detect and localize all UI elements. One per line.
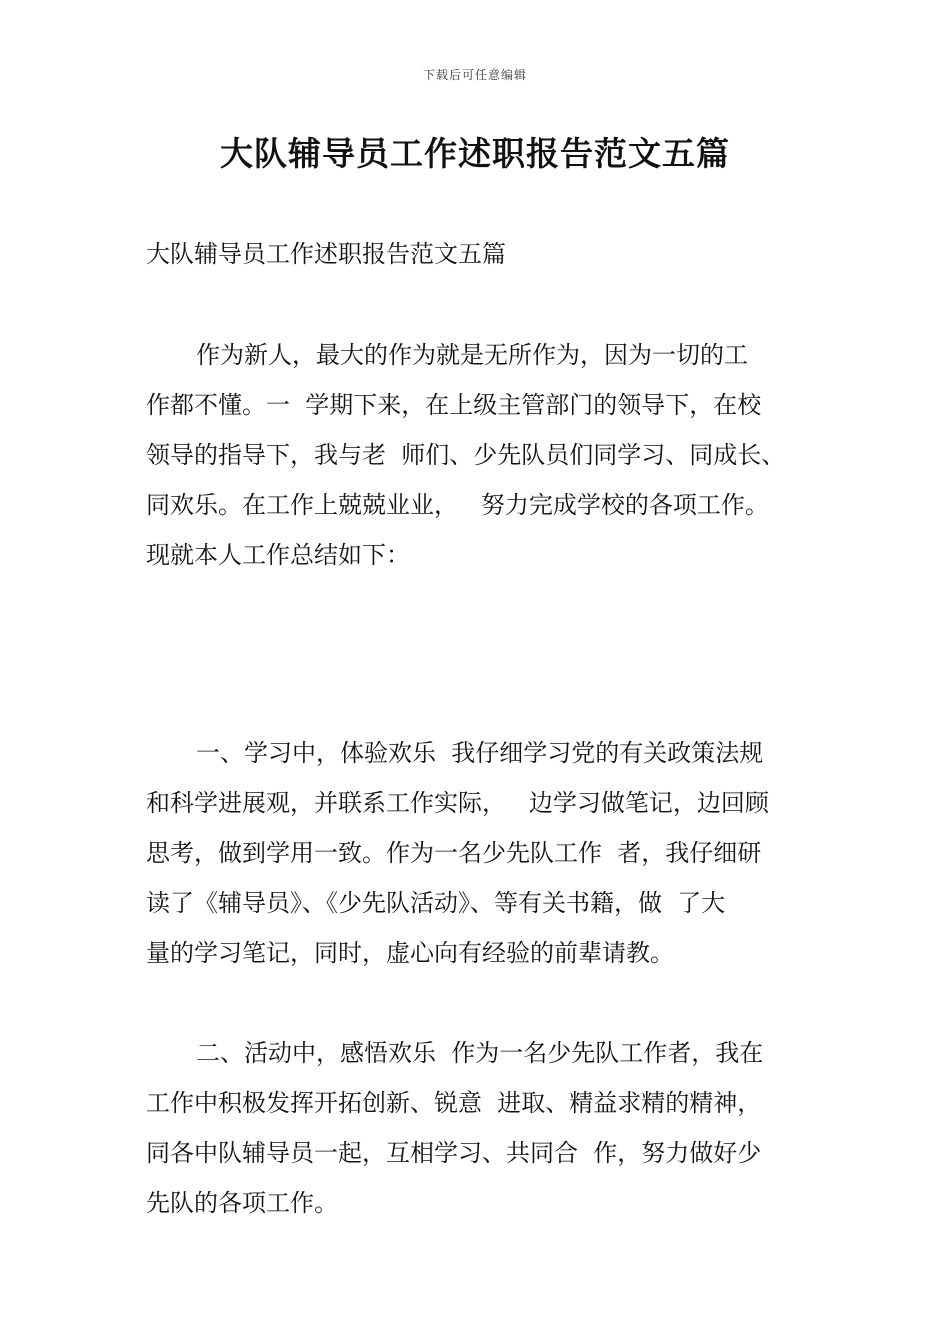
paragraph-line: 现就本人工作总结如下： xyxy=(146,541,410,569)
paragraph-line: 一、学习中，体验欢乐 我仔细学习党的有关政策法规 xyxy=(196,739,764,767)
paragraph-activities xyxy=(146,1028,846,1228)
paragraph-line: 先队的各项工作。 xyxy=(146,1189,338,1217)
paragraph-line: 思考，做到学用一致。作为一名少先队工作 者，我仔细研 xyxy=(146,839,762,867)
paragraph-line: 同欢乐。在工作上兢兢业业， 努力完成学校的各项工作。 xyxy=(146,491,769,519)
header-note: 下载后可任意编辑 xyxy=(422,68,527,82)
paragraph-line: 领导的指导下，我与老 师们、少先队员们同学习、同成长、 xyxy=(146,441,786,469)
document-title: 大队辅导员工作述职报告范文五篇 xyxy=(220,134,730,173)
paragraph-line: 作为新人，最大的作为就是无所作为，因为一切的工 xyxy=(196,341,748,369)
paragraph-line: 同各中队辅导员一起，互相学习、共同合 作，努力做好少 xyxy=(146,1139,762,1167)
paragraph-line: 读了《辅导员》、《少先队活动》、等有关书籍，做 了大 xyxy=(146,889,726,917)
paragraph-line: 和科学进展观，并联系工作实际， 边学习做笔记，边回顾 xyxy=(146,789,769,817)
paragraph-line: 量的学习笔记，同时，虚心向有经验的前辈请教。 xyxy=(146,939,674,967)
paragraph-intro xyxy=(146,330,846,580)
paragraph-line: 二、活动中，感悟欢乐 作为一名少先队工作者，我在 xyxy=(196,1039,764,1067)
document-subtitle: 大队辅导员工作述职报告范文五篇 xyxy=(146,240,506,268)
paragraph-line: 工作中积极发挥开拓创新、锐意 进取、精益求精的精神， xyxy=(146,1089,762,1117)
paragraph-study xyxy=(146,728,846,978)
paragraph-line: 作都不懂。一 学期下来，在上级主管部门的领导下，在校 xyxy=(146,391,762,419)
